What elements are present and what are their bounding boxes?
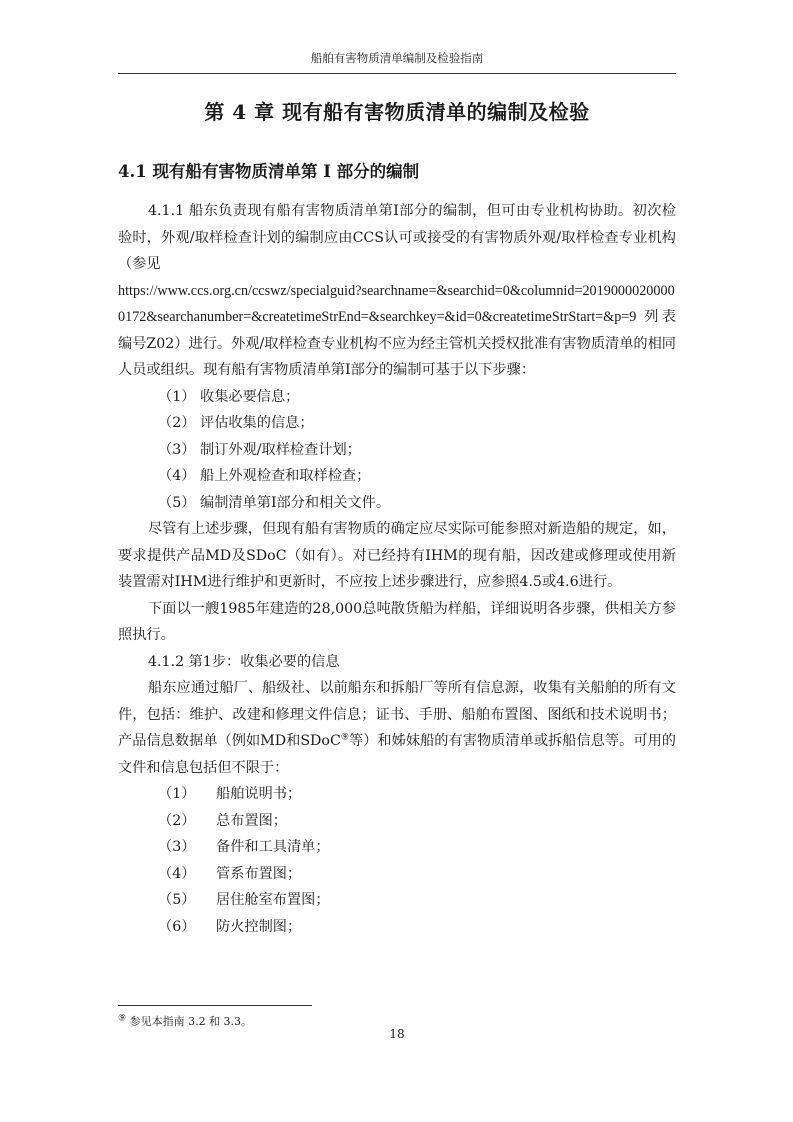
- list-item-number: （4）: [158, 865, 196, 882]
- list-item-number: （1）: [158, 388, 196, 405]
- paragraph-despite: 尽管有上述步骤，但现有船有害物质的确定应尽实际可能参照对新造船的规定，如，要求提供产品MD及SDoC（如有）。对已经持有IHM的现有船，因改建或修理或使用新装置需对IHM进行维护和更新时，不应按上述步骤进行，应参照4.5或4.6进行。: [118, 521, 676, 590]
- list-item: [158, 463, 676, 490]
- paragraph-4-1-2: [118, 675, 676, 781]
- list-item: [158, 834, 676, 861]
- list-item-text: 评估收集的信息；: [200, 415, 314, 431]
- documents-list: [118, 781, 676, 940]
- body-text: [118, 198, 676, 940]
- list-item-number: （2）: [158, 812, 196, 829]
- header-divider: [118, 73, 676, 74]
- list-item: [158, 384, 676, 411]
- footnote-text: 参见本指南 3.2 和 3.3。: [126, 1015, 253, 1028]
- list-item-text: 居住舱室布置图；: [216, 892, 330, 908]
- list-item-number: （6）: [158, 918, 196, 935]
- reference-url: https://www.ccs.org.cn/ccswz/specialguid?searchname=&searchid=0&columnid=20190000200000172&searchanumber=&createtimeStrEnd=&searchkey=&id=0&createtimeStrStart=&p=9: [118, 282, 675, 325]
- list-item-number: （3）: [158, 839, 196, 855]
- list-item-number: （5）: [158, 892, 196, 908]
- footnote-divider: [118, 1005, 312, 1006]
- paragraph-4-1-2-text: 船东应通过船厂、船级社、以前船东和拆船厂等所有信息源，收集有关船舶的所有文件，包括：维护、改建和修理文件信息；证书、手册、船舶布置图、图纸和技术说明书；产品信息数据单（例如MD和SDoC: [118, 680, 676, 749]
- list-item-text: 船舶说明书；: [216, 786, 302, 802]
- list-item-text: 管系布置图；: [216, 865, 302, 882]
- list-item-text: 防火控制图；: [216, 918, 302, 935]
- list-item: [158, 437, 676, 464]
- paragraph-4-1-1-cont: 列表编号Z02）进行。外观/取样检查专业机构不应为经主管机关授权批准有害物质清单的相同人员或组织。现有船有害物质清单第I部分的编制可基于以下步骤：: [118, 309, 676, 378]
- steps-list: [118, 384, 676, 517]
- list-item: [158, 808, 676, 835]
- list-item-number: （5）: [158, 494, 196, 511]
- footnote-reference[interactable]: ⑨: [340, 732, 349, 743]
- list-item: [158, 410, 676, 437]
- list-item-text: 制订外观/取样检查计划；: [200, 441, 361, 458]
- paragraph-4-1-2-cont: 等）和姊妹船的有害物质清单或拆船信息等。可用的文件和信息包括但不限于：: [118, 733, 676, 776]
- list-item: [158, 914, 676, 941]
- subsection-4-1-2-heading: 4.1.2 第1步：收集必要的信息: [148, 653, 340, 670]
- paragraph-example: 下面以一艘1985年建造的28,000总吨散货船为样船，详细说明各步骤，供相关方参照执行。: [118, 600, 676, 643]
- list-item-number: （1）: [158, 786, 196, 802]
- list-item-number: （4）: [158, 468, 196, 484]
- list-item: [158, 490, 676, 517]
- list-item-number: （3）: [158, 441, 196, 458]
- list-item-text: 备件和工具清单；: [216, 839, 330, 855]
- list-item-text: 收集必要信息；: [200, 388, 300, 405]
- footnote-mark: ⑨: [118, 1013, 127, 1024]
- list-item-number: （2）: [158, 415, 196, 431]
- list-item: [158, 861, 676, 888]
- list-item: [158, 781, 676, 808]
- list-item-text: 船上外观检查和取样检查；: [200, 468, 371, 484]
- section-title: 4.1 现有船有害物质清单第 I 部分的编制: [118, 162, 420, 181]
- list-item: [158, 887, 676, 914]
- running-header: 船舶有害物质清单编制及检验指南: [310, 51, 484, 65]
- chapter-title: 第 4 章 现有船有害物质清单的编制及检验: [204, 100, 590, 124]
- paragraph-4-1-1-text: 4.1.1 船东负责现有船有害物质清单第I部分的编制，但可由专业机构协助。初次检验时，外观/取样检查计划的编制应由CCS认可或接受的有害物质外观/取样检查专业机构（参见: [118, 203, 676, 272]
- page-number: 18: [389, 1027, 405, 1041]
- list-item-text: 编制清单第I部分和相关文件。: [200, 494, 391, 511]
- paragraph-4-1-1: [118, 198, 676, 384]
- list-item-text: 总布置图；: [216, 812, 287, 829]
